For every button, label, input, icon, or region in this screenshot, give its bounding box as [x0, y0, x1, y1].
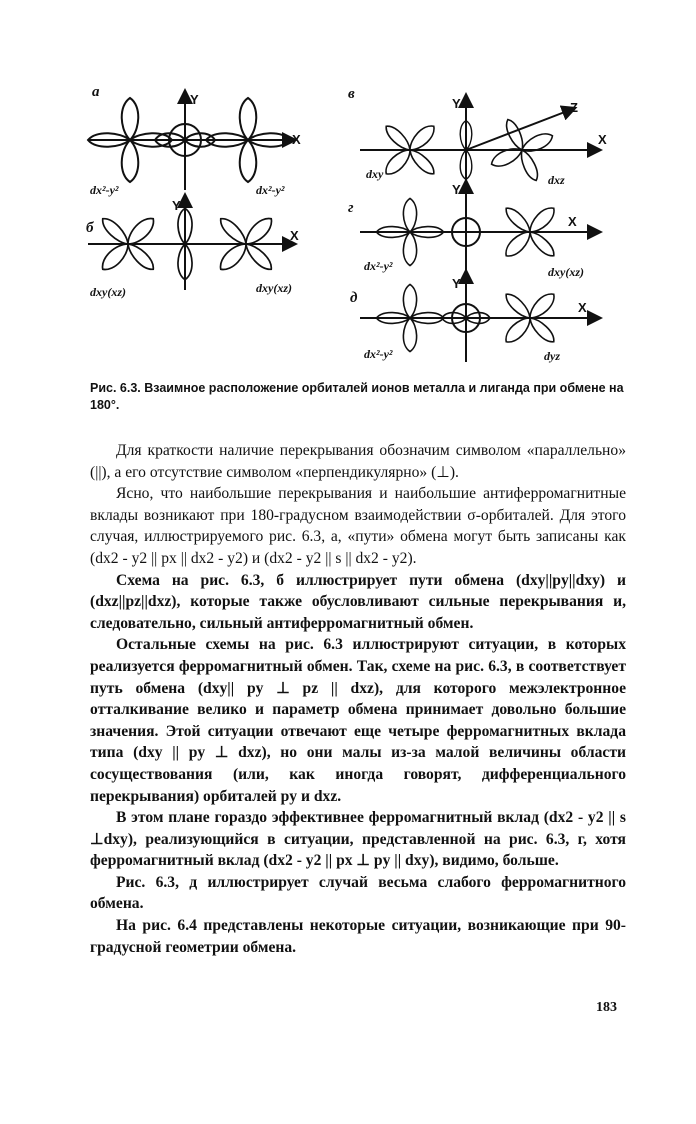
orbital-label-a-right: dx²-y²: [256, 183, 285, 197]
panel-label-d: д: [350, 290, 358, 306]
figure-caption: Рис. 6.3. Взаимное расположение орбиталей ионов металла и лиганда при обмене на 180°.: [90, 381, 624, 412]
body-text: [90, 440, 626, 958]
orbital-figure: [0, 0, 696, 380]
paragraph: Схема на рис. 6.3, б иллюстрирует пути обмена (dxy||py||dxy) и (dxz||pz||dxz), которые также обусловливают сильные перекрывания и, следовательно, сильный антиферромагнитный обмен.: [90, 571, 626, 632]
panel-g: [348, 182, 595, 280]
paragraph: Для краткости наличие перекрывания обозначим символом «параллельно» (||), а его отсутствие символом «перпендикулярно» (⊥).: [90, 442, 626, 481]
page-number: 183: [596, 1000, 617, 1015]
paragraph: В этом плане гораздо эффективнее ферромагнитный вклад (dx2 - y2 || s ⊥dxy), реализующийся в ситуации, представленной на рис. 6.3, г, хотя ферромагнитный вклад (dx2 - y2 || px ⊥ py || dxy), видимо, больше.: [90, 809, 626, 870]
axis-x-v: X: [598, 132, 607, 147]
axis-y-g: Y: [452, 182, 461, 197]
axis-y-v: Y: [452, 96, 461, 111]
axis-z-v: Z: [570, 100, 578, 115]
axis-y-b: Y: [172, 198, 181, 213]
orbital-label-d-left: dx²-y²: [364, 347, 393, 361]
panel-b: [78, 194, 299, 299]
orbital-label-v-left: dxy: [366, 167, 384, 181]
axis-y-d: Y: [452, 276, 461, 291]
panel-label-g: г: [348, 200, 354, 216]
orbital-label-b-left: dxy(xz): [90, 285, 126, 299]
axis-x-a: X: [292, 132, 301, 147]
orbital-label-g-right: dxy(xz): [548, 265, 584, 279]
paragraph: Рис. 6.3, д иллюстрирует случай весьма слабого ферромагнитного обмена.: [90, 873, 626, 913]
paragraph: Остальные схемы на рис. 6.3 иллюстрируют ситуации, в которых реализуется ферромагнитный обмен. Так, схеме на рис. 6.3, в соответствует путь обмена (dxy|| py ⊥ pz || dxz), для которого межэлектронное отталкивание велико и параметр обмена принимает довольно большие значения. Этой ситуации отвечают еще четыре ферромагнитных вклада типа (dxy || py ⊥ dxz), но они малы из-за малой величины области сосуществования (или, как иногда говорят, дифференциального перекрывания) орбиталей py и dxz.: [90, 636, 626, 805]
orbital-label-d-right: dyz: [544, 349, 560, 363]
orbital-label-v-right: dxz: [548, 173, 565, 187]
paragraph: Ясно, что наибольшие перекрывания и наибольшие антиферромагнитные вклады возникают при 180-градусном взаимодействии σ-орбиталей. Для этого случая, иллюстрируемого рис. 6.3, а, «пути» обмена могут быть записаны как (dx2 - y2 || px || dx2 - y2) и (dx2 - y2 || s || dx2 - y2).: [90, 485, 626, 567]
panel-a: [88, 84, 301, 197]
paragraph: На рис. 6.4 представлены некоторые ситуации, возникающие при 90-градусной геометрии обмена.: [90, 917, 626, 956]
orbital-label-b-right: dxy(xz): [256, 281, 292, 295]
axis-y-a: Y: [190, 92, 199, 107]
panel-label-b: б: [86, 220, 94, 236]
panel-label-a: а: [92, 84, 100, 100]
axis-x-g: X: [568, 214, 577, 229]
panel-label-v: в: [348, 86, 355, 102]
panel-v: [348, 86, 607, 211]
axis-x-b: X: [290, 228, 299, 243]
panel-d: [350, 270, 595, 365]
axis-x-d: X: [578, 300, 587, 315]
orbital-label-g-left: dx²-y²: [364, 259, 393, 273]
orbital-label-a-left: dx²-y²: [90, 183, 119, 197]
